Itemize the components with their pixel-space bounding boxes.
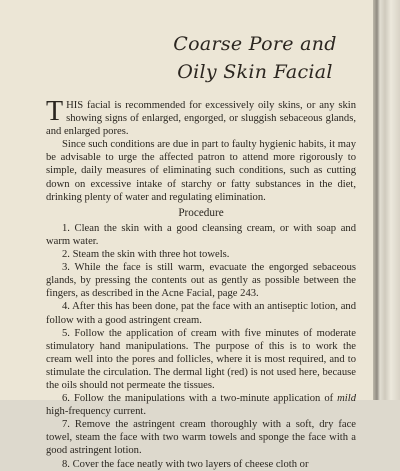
intro-paragraph	[46, 96, 356, 138]
page-title-line-2: Oily Skin Facial	[177, 61, 333, 83]
procedure-step-4: 4. After this has been done, pat the face with an antiseptic lotion, and follow with a good astringent cream.	[46, 301, 356, 326]
hygiene-paragraph: Since such conditions are due in part to faulty hygienic habits, it may be advisable to urge the affected patron to attend more rigorously to simple, daily measures of eliminating such conditions, such as cutting down on excessive intake of starchy or fatty substances in the diet, drinking plenty of water and regulating elimination.	[46, 139, 356, 203]
drop-cap: T	[46, 96, 64, 127]
page-title-line-1: Coarse Pore and	[173, 33, 337, 55]
step-6-text-b: high-frequency current.	[46, 406, 147, 418]
body-text	[46, 96, 356, 471]
procedure-step-5: 5. Follow the application of cream with five minutes of moderate stimulatory hand manipulations. The purpose of this is to work the cream well into the pores and follicles, where it is most required, and to stimulate the circulation. The dermal light (red) is not used here, because the oils should not permeate the tissues.	[46, 327, 356, 391]
step-6-emphasis: mild	[337, 393, 356, 405]
intro-text: HIS facial is recommended for excessively oily skins, or any skin showing signs of enlarged, engorged, or sluggish sebaceous glands, and enlarged pores.	[46, 100, 356, 138]
procedure-step-7: 7. Remove the astringent cream thoroughly with a soft, dry face towel, steam the face with two warm towels and sponge the face with a good astringent lotion.	[46, 419, 356, 457]
step-6-text-a: 6. Follow the manipulations with a two-minute application of	[62, 393, 338, 405]
procedure-step-6	[46, 392, 356, 418]
page-edge	[373, 0, 400, 400]
procedure-step-3: 3. While the face is still warm, evacuate the engorged sebaceous glands, by pressing the contents out as gently as possible between the fingers, as described in the Acne Facial, page 243.	[46, 262, 356, 300]
procedure-step-2: 2. Steam the skin with three hot towels.	[62, 249, 230, 261]
procedure-heading: Procedure	[178, 206, 224, 219]
procedure-step-1: 1. Clean the skin with a good cleansing cream, or with soap and warm water.	[46, 222, 356, 247]
procedure-step-8: 8. Cover the face neatly with two layers of cheese cloth or	[62, 458, 309, 470]
